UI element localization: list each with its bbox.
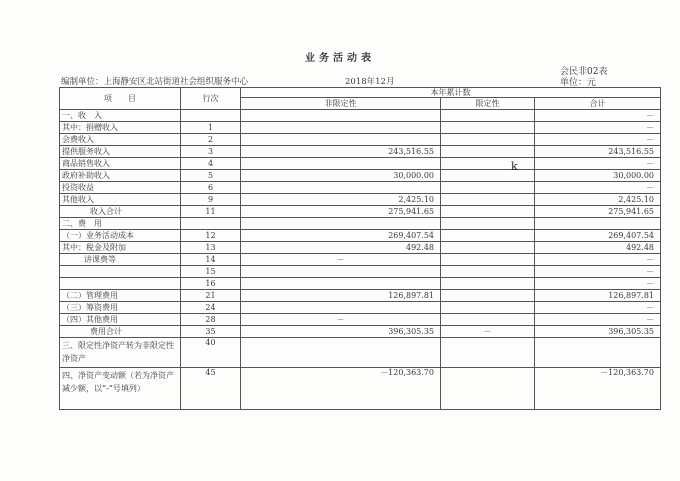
- row-item: 其中：捐赠收入: [60, 122, 181, 134]
- row-restricted: [441, 134, 535, 146]
- row-line: 5: [181, 170, 241, 182]
- row-item: 商品销售收入: [60, 158, 181, 170]
- row-total: －: [535, 314, 661, 326]
- row-unrestricted: [241, 158, 441, 170]
- row-unrestricted: [241, 122, 441, 134]
- row-restricted: －: [441, 326, 535, 338]
- row-line: 15: [181, 266, 241, 278]
- row-total: [535, 338, 661, 368]
- table-row: [60, 266, 661, 278]
- row-unrestricted: 243,516.55: [241, 146, 441, 158]
- header-row-group: [60, 88, 661, 98]
- row-unrestricted: －: [241, 254, 441, 266]
- row-unrestricted: －: [241, 314, 441, 326]
- table-row: [60, 218, 661, 230]
- column-header-unrestricted: 非限定性: [241, 98, 441, 110]
- row-total: －: [535, 254, 661, 266]
- row-total: 269,407.54: [535, 230, 661, 242]
- row-restricted: [441, 278, 535, 290]
- row-restricted: [441, 302, 535, 314]
- row-unrestricted: [241, 134, 441, 146]
- row-line: 14: [181, 254, 241, 266]
- row-line: 45: [181, 368, 241, 410]
- table-row: [60, 146, 661, 158]
- row-line: 13: [181, 242, 241, 254]
- form-code: 会民非02表: [560, 67, 608, 77]
- row-line: [181, 218, 241, 230]
- table-row: [60, 110, 661, 122]
- row-restricted: [441, 122, 535, 134]
- row-unrestricted: [241, 278, 441, 290]
- row-restricted: [441, 266, 535, 278]
- row-total: －: [535, 134, 661, 146]
- row-line: 35: [181, 326, 241, 338]
- row-restricted: [441, 158, 535, 170]
- row-restricted: [441, 242, 535, 254]
- row-total: 492.48: [535, 242, 661, 254]
- row-unrestricted: 269,407.54: [241, 230, 441, 242]
- row-line: [181, 110, 241, 122]
- row-line: 9: [181, 194, 241, 206]
- row-item: [60, 266, 181, 278]
- row-unrestricted: [241, 266, 441, 278]
- row-item: [60, 278, 181, 290]
- table-row: [60, 122, 661, 134]
- row-unrestricted: －120,363.70: [241, 368, 441, 410]
- column-header-group: 本年累计数: [241, 88, 661, 98]
- row-item: （一）业务活动成本: [60, 230, 181, 242]
- organization-name: 编制单位：上海静安区北站街道社会组织服务中心: [61, 77, 249, 87]
- row-unrestricted: 396,305.35: [241, 326, 441, 338]
- row-total: 126,897.81: [535, 290, 661, 302]
- row-unrestricted: [241, 218, 441, 230]
- row-restricted: [441, 146, 535, 158]
- row-item: 收入合计: [60, 206, 181, 218]
- row-total: [535, 218, 661, 230]
- row-total: －: [535, 122, 661, 134]
- row-unrestricted: 2,425.10: [241, 194, 441, 206]
- row-line: 21: [181, 290, 241, 302]
- row-total: －: [535, 302, 661, 314]
- row-restricted: [441, 194, 535, 206]
- currency-unit: 单位：元: [560, 78, 597, 88]
- row-total: －120,363.70: [535, 368, 661, 410]
- table-row: [60, 290, 661, 302]
- row-restricted: [441, 368, 535, 410]
- row-restricted: [441, 254, 535, 266]
- row-total: 275,941.65: [535, 206, 661, 218]
- row-total: 30,000.00: [535, 170, 661, 182]
- row-restricted: [441, 218, 535, 230]
- table-row: [60, 368, 661, 410]
- row-item: （三）筹资费用: [60, 302, 181, 314]
- row-restricted: [441, 206, 535, 218]
- row-line: 3: [181, 146, 241, 158]
- row-line: 4: [181, 158, 241, 170]
- row-unrestricted: [241, 302, 441, 314]
- row-unrestricted: 275,941.65: [241, 206, 441, 218]
- row-total: 2,425.10: [535, 194, 661, 206]
- row-unrestricted: [241, 110, 441, 122]
- row-line: 11: [181, 206, 241, 218]
- row-restricted: [441, 338, 535, 368]
- row-line: 28: [181, 314, 241, 326]
- row-item: 其他收入: [60, 194, 181, 206]
- row-item: 政府补助收入: [60, 170, 181, 182]
- row-line: 24: [181, 302, 241, 314]
- row-total: 243,516.55: [535, 146, 661, 158]
- row-unrestricted: [241, 182, 441, 194]
- row-item: 讲课费等: [60, 254, 181, 266]
- row-item: 会费收入: [60, 134, 181, 146]
- row-item: 四、净资产变动额（若为净资产减少额，以“-”号填列）: [60, 368, 181, 410]
- page-title: 业务活动表: [305, 53, 375, 64]
- row-item: 费用合计: [60, 326, 181, 338]
- table-row: [60, 338, 661, 368]
- column-header-restricted: 限定性: [441, 98, 535, 110]
- row-item: （二）管理费用: [60, 290, 181, 302]
- row-item: （四）其他费用: [60, 314, 181, 326]
- row-item: 三、限定性净资产转为非限定性净资产: [60, 338, 181, 368]
- row-unrestricted: 30,000.00: [241, 170, 441, 182]
- row-unrestricted: 492.48: [241, 242, 441, 254]
- row-line: 6: [181, 182, 241, 194]
- row-total: －: [535, 266, 661, 278]
- table-row: [60, 230, 661, 242]
- row-restricted: [441, 110, 535, 122]
- row-total: 396,305.35: [535, 326, 661, 338]
- row-item: 提供服务收入: [60, 146, 181, 158]
- activity-report-table: [59, 87, 661, 410]
- row-item: 其中：税金及附加: [60, 242, 181, 254]
- row-item: 二、费 用: [60, 218, 181, 230]
- row-total: －: [535, 110, 661, 122]
- column-header-line: 行次: [181, 88, 241, 110]
- row-unrestricted: [241, 338, 441, 368]
- table-row: [60, 302, 661, 314]
- row-total: －: [535, 158, 661, 170]
- row-restricted: [441, 314, 535, 326]
- row-restricted: [441, 290, 535, 302]
- row-line: 1: [181, 122, 241, 134]
- handwritten-mark: k: [511, 160, 518, 173]
- column-header-total: 合计: [535, 98, 661, 110]
- table-row: [60, 158, 661, 170]
- table-row: [60, 254, 661, 266]
- row-line: 16: [181, 278, 241, 290]
- row-restricted: [441, 230, 535, 242]
- table-row: [60, 206, 661, 218]
- row-line: 12: [181, 230, 241, 242]
- row-item: 一、收 入: [60, 110, 181, 122]
- row-line: 40: [181, 338, 241, 368]
- table-row: [60, 170, 661, 182]
- row-total: －: [535, 278, 661, 290]
- table-row: [60, 314, 661, 326]
- row-unrestricted: 126,897.81: [241, 290, 441, 302]
- table-row: [60, 134, 661, 146]
- row-restricted: [441, 170, 535, 182]
- row-restricted: [441, 182, 535, 194]
- table-row: [60, 182, 661, 194]
- table-row: [60, 194, 661, 206]
- table-row: [60, 326, 661, 338]
- table-row: [60, 278, 661, 290]
- row-total: －: [535, 182, 661, 194]
- row-line: 2: [181, 134, 241, 146]
- row-item: 投资收益: [60, 182, 181, 194]
- report-period: 2018年12月: [345, 77, 395, 87]
- table-row: [60, 242, 661, 254]
- column-header-item: 项 目: [60, 88, 181, 110]
